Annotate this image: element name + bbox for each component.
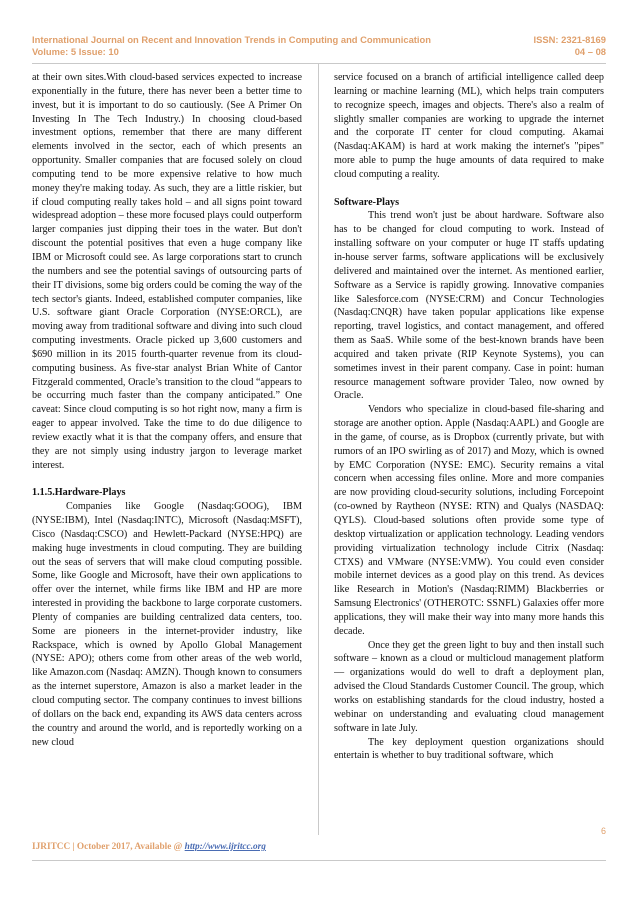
page-number: 6 [600,826,606,836]
right-paragraph-1: service focused on a branch of artificial intelligence called deep learning or machine learning (ML), which helps train computers to recognize speech, images and objects. There's also a realm of slightly smaller companies are working to upgrade the internet and the corporate IT center for cloud computing. Akamai (Nasdaq:AKAM) is hard at work making the internet's "pipes" more able to pump the huge amounts of data required to make cloud computing a reality. [334,72,604,180]
right-paragraph-5: The key deployment question organizations should entertain is whether to buy traditional software, which [334,736,604,762]
right-column [334,71,604,763]
journal-link[interactable]: http://www.ijritcc.org [184,842,266,852]
right-paragraph-4: Once they get the green light to buy and then install such software – known as a cloud or multicloud management platform — organizations would do well to draft a deployment plan, advised the Cloud Standards Customer Council. The group, which works on establishing standards for the cloud industry, hosted a webinar on understanding and evaluating cloud management software in late July. [334,639,604,734]
volume-issue: Volume: 5 Issue: 10 [32,45,119,57]
running-header [32,34,606,57]
section-heading-hardware: 1.1.5.Hardware-Plays [32,487,126,499]
left-column [32,71,302,749]
header-row-1 [32,34,606,46]
right-paragraph-2: This trend won't just be about hardware. Software also has to be changed for cloud computing to work. Instead of installing software on your computer or huge IT staffs updating in-house server farms, software applications will be exclusively delivered and maintained over the internet. As mentioned earlier, Software as a Service is rapidly growing. Innovative companies like Salesforce.com (NYSE:CRM) and Concur Technologies (Nasdaq:CNQR) have taken popular applications like expense reporting, travel logistics, and contact management, and offered them as SaaS. While some of the best-known brands have been acquired and taken private (RIP Keynote Systems), you can sometimes invest in their parent company. Case in point: human resource management software provider Taleo, now owned by Oracle. [334,210,604,402]
header-row-2 [32,46,606,58]
footer-rule [32,860,606,861]
right-paragraph-3: Vendors who specialize in cloud-based file-sharing and storage are another option. Apple (Nasdaq:AAPL) and Google are in the game, of course, as is Dropbox (currently private, but with rumors of an IPO swirling as of 2017) and Mozy, which is owned by EMC Corporation (NYSE: EMC). Security remains a vital concern when accessing files online. More and more companies are now providing cloud-security solutions, including Forcepoint (co-owned by Raytheon (NYSE: RTN) and Qualys (NASDAQ: QYLS). Cloud-based solutions often provide some type of desktop virtualization or application technology. Leading vendors providing virtualization technology include Citrix (Nasdaq: CTXS) and VMware (NYSE:VMW). You could even consider mobile internet devices as a good play on this trend. As devices like Research in Motion's (Nasdaq:RIMM) Blackberries or Samsung Electronics' (OTHEROTC: SSNFL) Galaxies offer more applications, they will make their way into many more hands this decade. [334,404,604,637]
footer-text: IJRITCC | October 2017, Available @ [32,842,185,852]
spacer [334,182,604,196]
issn: ISSN: 2321-8169 [533,34,606,45]
header-rule [32,63,606,64]
spacer [32,472,302,486]
left-paragraph-2: Companies like Google (Nasdaq:GOOG), IBM (NYSE:IBM), Intel (Nasdaq:INTC), Microsoft (Nasdaq:MSFT), Cisco (Nasdaq:CSCO) and Hewlett-Packard (NYSE:HPQ) are making huge investments in cloud computing. They are building out the seas of servers that will make cloud computing possible. Some, like Google and Microsoft, have their own applications to offer over the internet, while firms like IBM and HP are more interested in providing the backbone to large corporate customers. Plenty of companies are building centralized data centers, too. Some are pioneers in the internet-provider industry, like Rackspace, which is owned by Apollo Global Management (NYSE: APO); others come from other areas of the web world, like Amazon.com (Nasdaq: AMZN). Though known to consumers as the internet superstore, Amazon is also a market leader in the cloud computing sector. The company continues to invest billions of dollars on the back end, expanding its AWS data centers across the country and around the world, and is reportedly working on a new cloud [32,501,302,748]
section-heading-software: Software-Plays [334,196,400,208]
footer [32,842,266,852]
column-separator [318,63,319,835]
left-paragraph-1: at their own sites.With cloud-based services expected to increase exponentially in the future, there has never been a better time to invest, but it is important to do so cautiously. (See A Primer On Investing In The Tech Industry.) In choosing cloud-based investment options, remember that there are many different elements involved in the sector, each of which presents an opportunity. Smaller companies that are focused solely on cloud computing tend to be more expensive relative to how much money they're making today. As such, they are a little riskier, but if cloud computing really takes hold – and all signs point toward widespread adoption – these more focused plays could outperform larger companies just dipping their toes in the water. But don't discount the potential positives that even a huge company like IBM or Microsoft could see. As large corporations start to crunch the numbers and see the potential savings of outsourcing parts of their IT divisions, some big orders could be coming the way of the tech sector's giants. Indeed, established computer companies, like U.S. software giant Oracle Corporation (NYSE:ORCL), are moving away from traditional software and diving into such cloud computing investments. Oracle picked up 3,600 customers and $690 million in its 2015 fourth-quarter revenue from its cloud-computing business. As five-star analyst Brian White of Cantor Fitzgerald commented, Oracle’s transition to the cloud “appears to be occurring much faster than the company anticipated.” One caveat: Since cloud computing is so hot right now, many a firm is eager to appear involved. Take the time to do due diligence to review exactly what it is that the company offers, and ensure that they are not simply using industry jargon to leverage market interest. [32,72,302,471]
journal-title: International Journal on Recent and Innovation Trends in Computing and Communication [32,34,431,45]
page-range: 04 – 08 [574,45,606,57]
